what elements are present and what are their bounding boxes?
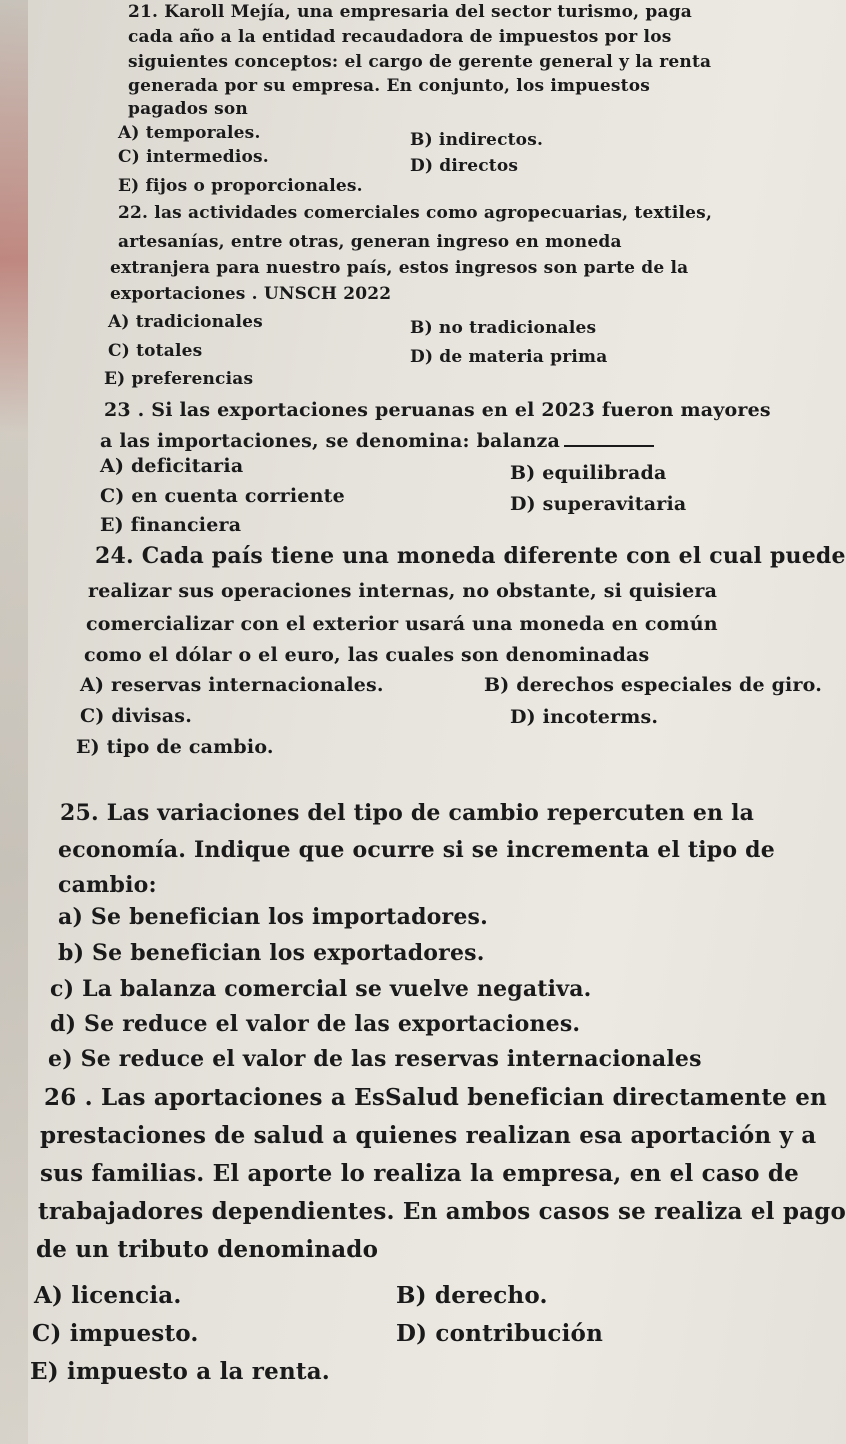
q26-option-c: C) impuesto. — [32, 1320, 199, 1347]
q23-option-a: A) deficitaria — [100, 455, 244, 477]
q21-option-a: A) temporales. — [118, 123, 261, 143]
q21-line-1: 21. Karoll Mejía, una empresaria del sector turismo, paga — [128, 2, 693, 22]
q21-option-b: B) indirectos. — [410, 130, 544, 150]
q26-option-b: B) derecho. — [396, 1282, 548, 1309]
q21-line-5: pagados son — [128, 99, 248, 119]
q23-option-d: D) superavitaria — [510, 493, 687, 515]
q21-line-2: cada año a la entidad recaudadora de impuestos por los — [128, 27, 672, 47]
q26-option-d: D) contribución — [396, 1320, 603, 1347]
q21-option-d: D) directos — [410, 156, 519, 176]
q25-option-e: e) Se reduce el valor de las reservas internacionales — [48, 1046, 702, 1072]
q22-option-b: B) no tradicionales — [410, 318, 597, 338]
q24-line-1: 24. Cada país tiene una moneda diferente con el cual puede — [95, 543, 846, 569]
q22-line-3: extranjera para nuestro país, estos ingresos son parte de la — [110, 258, 689, 278]
q21-line-3: siguientes conceptos: el cargo de gerente general y la renta — [128, 52, 712, 72]
q23-option-c: C) en cuenta corriente — [100, 485, 345, 507]
q24-option-d: D) incoterms. — [510, 706, 659, 728]
q23-line-2-text: a las importaciones, se denomina: balanza — [100, 430, 561, 452]
q24-option-a: A) reservas internacionales. — [80, 674, 384, 696]
q24-line-4: como el dólar o el euro, las cuales son denominadas — [84, 644, 650, 666]
q22-line-1: 22. las actividades comerciales como agropecuarias, textiles, — [118, 203, 713, 223]
q23-line-1: 23 . Si las exportaciones peruanas en el 2023 fueron mayores — [104, 399, 771, 421]
q25-option-b: b) Se benefician los exportadores. — [58, 940, 485, 966]
q24-line-3: comercializar con el exterior usará una moneda en común — [86, 613, 718, 635]
q24-line-2: realizar sus operaciones internas, no obstante, si quisiera — [88, 580, 718, 602]
q26-line-2: prestaciones de salud a quienes realizan esa aportación y a — [40, 1122, 817, 1149]
q22-option-d: D) de materia prima — [410, 347, 608, 367]
q23-option-b: B) equilibrada — [510, 462, 667, 484]
q25-line-1: 25. Las variaciones del tipo de cambio repercuten en la — [60, 800, 755, 826]
q26-line-4: trabajadores dependientes. En ambos casos se realiza el pago — [38, 1198, 846, 1225]
q25-line-3: cambio: — [58, 872, 157, 898]
q24-option-c: C) divisas. — [80, 705, 193, 727]
q24-option-b: B) derechos especiales de giro. — [484, 674, 823, 696]
q22-option-c: C) totales — [108, 341, 203, 361]
q22-option-a: A) tradicionales — [108, 312, 263, 332]
q25-option-c: c) La balanza comercial se vuelve negativa. — [50, 976, 592, 1002]
q26-option-a: A) licencia. — [34, 1282, 182, 1309]
q23-option-e: E) financiera — [100, 514, 242, 536]
q22-line-2: artesanías, entre otras, generan ingreso en moneda — [118, 232, 622, 252]
q21-line-4: generada por su empresa. En conjunto, los impuestos — [128, 76, 651, 96]
q26-line-3: sus familias. El aporte lo realiza la empresa, en el caso de — [40, 1160, 799, 1187]
q25-option-d: d) Se reduce el valor de las exportaciones. — [50, 1011, 581, 1037]
q25-option-a: a) Se benefician los importadores. — [58, 904, 488, 930]
q21-option-c: C) intermedios. — [118, 147, 269, 167]
q26-option-e: E) impuesto a la renta. — [30, 1358, 331, 1385]
q22-option-e: E) preferencias — [104, 369, 254, 389]
q23-line-2 — [100, 430, 654, 452]
q26-line-1: 26 . Las aportaciones a EsSalud benefician directamente en — [44, 1084, 827, 1111]
q21-option-e: E) fijos o proporcionales. — [118, 176, 363, 196]
q26-line-5: de un tributo denominado — [36, 1236, 379, 1263]
answer-blank — [564, 445, 654, 447]
q25-line-2: economía. Indique que ocurre si se incrementa el tipo de — [58, 837, 775, 863]
q22-line-4: exportaciones . UNSCH 2022 — [110, 284, 392, 304]
q24-option-e: E) tipo de cambio. — [76, 736, 274, 758]
